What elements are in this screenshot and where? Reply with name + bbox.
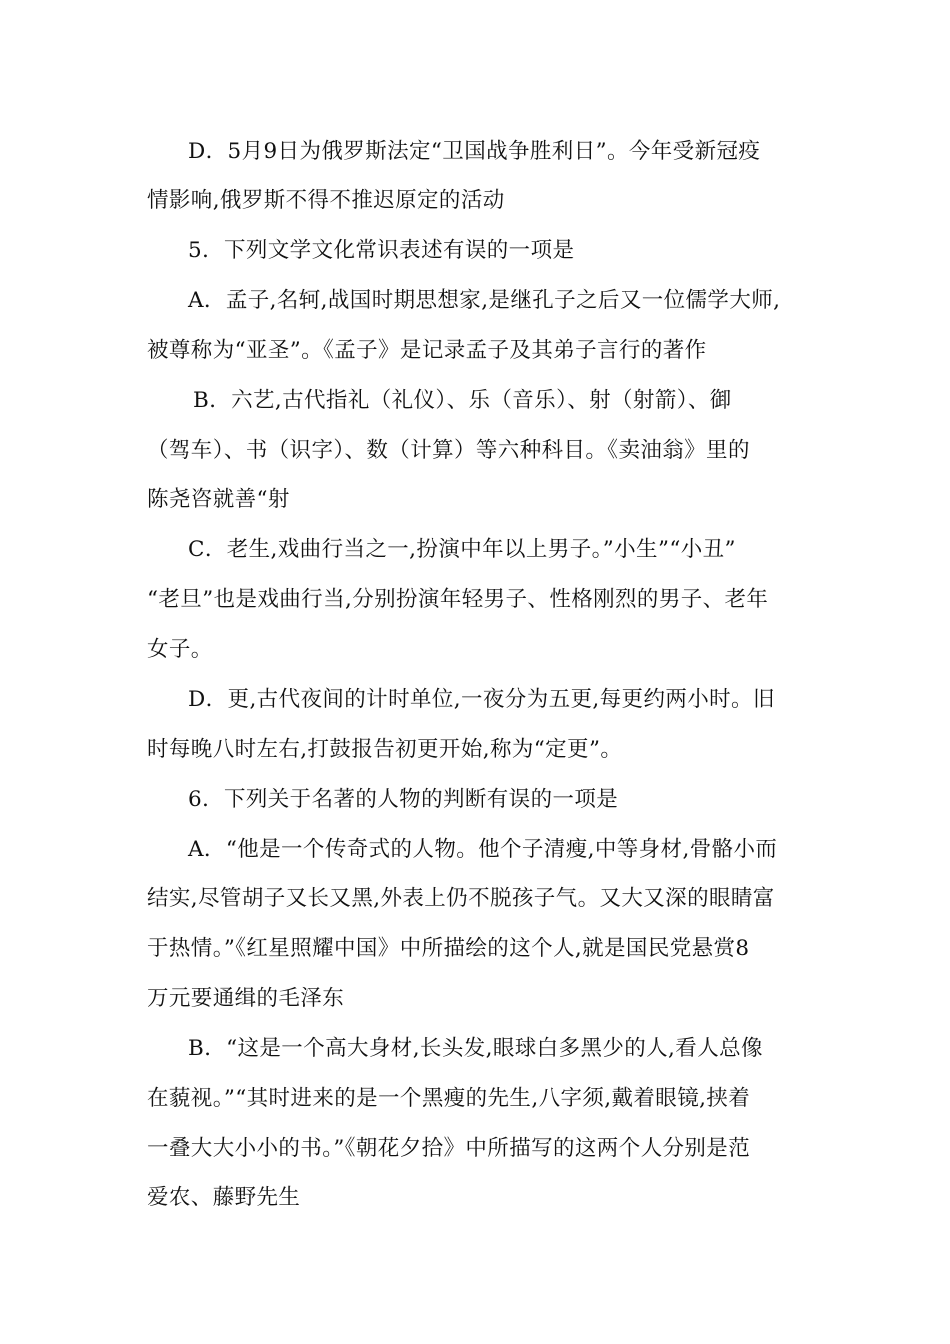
question-6-stem: 6．下列关于名著的人物的判断有误的一项是: [188, 787, 619, 812]
q5-option-b-line-3: 陈尧咨就善“射: [147, 487, 290, 512]
q6-option-b-line-4: 爱农、藤野先生: [147, 1185, 301, 1210]
q5-option-d-line-2: 时每晚八时左右,打鼓报告初更开始,称为“定更”。: [147, 737, 623, 762]
q5-option-c-line-2: “老旦”也是戏曲行当,分别扮演年轻男子、性格刚烈的男子、老年: [147, 587, 769, 612]
q5-option-c-line-1: C．老生,戏曲行当之一,扮演中年以上男子。”小生”“小丑”: [188, 537, 736, 562]
q6-option-b-line-2: 在藐视。”“其时进来的是一个黑瘦的先生,八字须,戴着眼镜,挟着: [147, 1086, 751, 1111]
q6-option-b-line-1: B．“这是一个高大身材,长头发,眼球白多黑少的人,看人总像: [188, 1036, 763, 1061]
q5-option-a-line-2: 被尊称为“亚圣”。《孟子》是记录孟子及其弟子言行的著作: [147, 338, 707, 363]
q6-option-b-line-3: 一叠大大小小的书。”《朝花夕拾》中所描写的这两个人分别是范: [147, 1136, 751, 1161]
q6-option-a-line-4: 万元要通缉的毛泽东: [147, 986, 345, 1011]
q5-option-b-line-2: （驾车）、书（识字）、数（计算）等六种科目。《卖油翁》里的: [147, 438, 750, 463]
option-d-line-1: D．5月9日为俄罗斯法定“卫国战争胜利日”。今年受新冠疫: [188, 139, 761, 164]
question-5-stem: 5．下列文学文化常识表述有误的一项是: [188, 238, 575, 263]
q6-option-a-line-1: A．“他是一个传奇式的人物。他个子清瘦,中等身材,骨骼小而: [188, 837, 778, 862]
q6-option-a-line-3: 于热情。”《红星照耀中国》中所描绘的这个人,就是国民党悬赏8: [147, 936, 750, 961]
q6-option-a-line-2: 结实,尽管胡子又长又黑,外表上仍不脱孩子气。又大又深的眼睛富: [147, 886, 775, 911]
q5-option-b-line-1: B．六艺,古代指礼（礼仪）、乐（音乐）、射（射箭）、御: [193, 388, 732, 413]
q5-option-c-line-3: 女子。: [147, 637, 213, 662]
q5-option-a-line-1: A．孟子,名轲,战国时期思想家,是继孔子之后又一位儒学大师,: [188, 288, 781, 313]
q5-option-d-line-1: D．更,古代夜间的计时单位,一夜分为五更,每更约两小时。旧: [188, 687, 775, 712]
option-d-line-2: 情影响,俄罗斯不得不推迟原定的活动: [147, 188, 505, 213]
